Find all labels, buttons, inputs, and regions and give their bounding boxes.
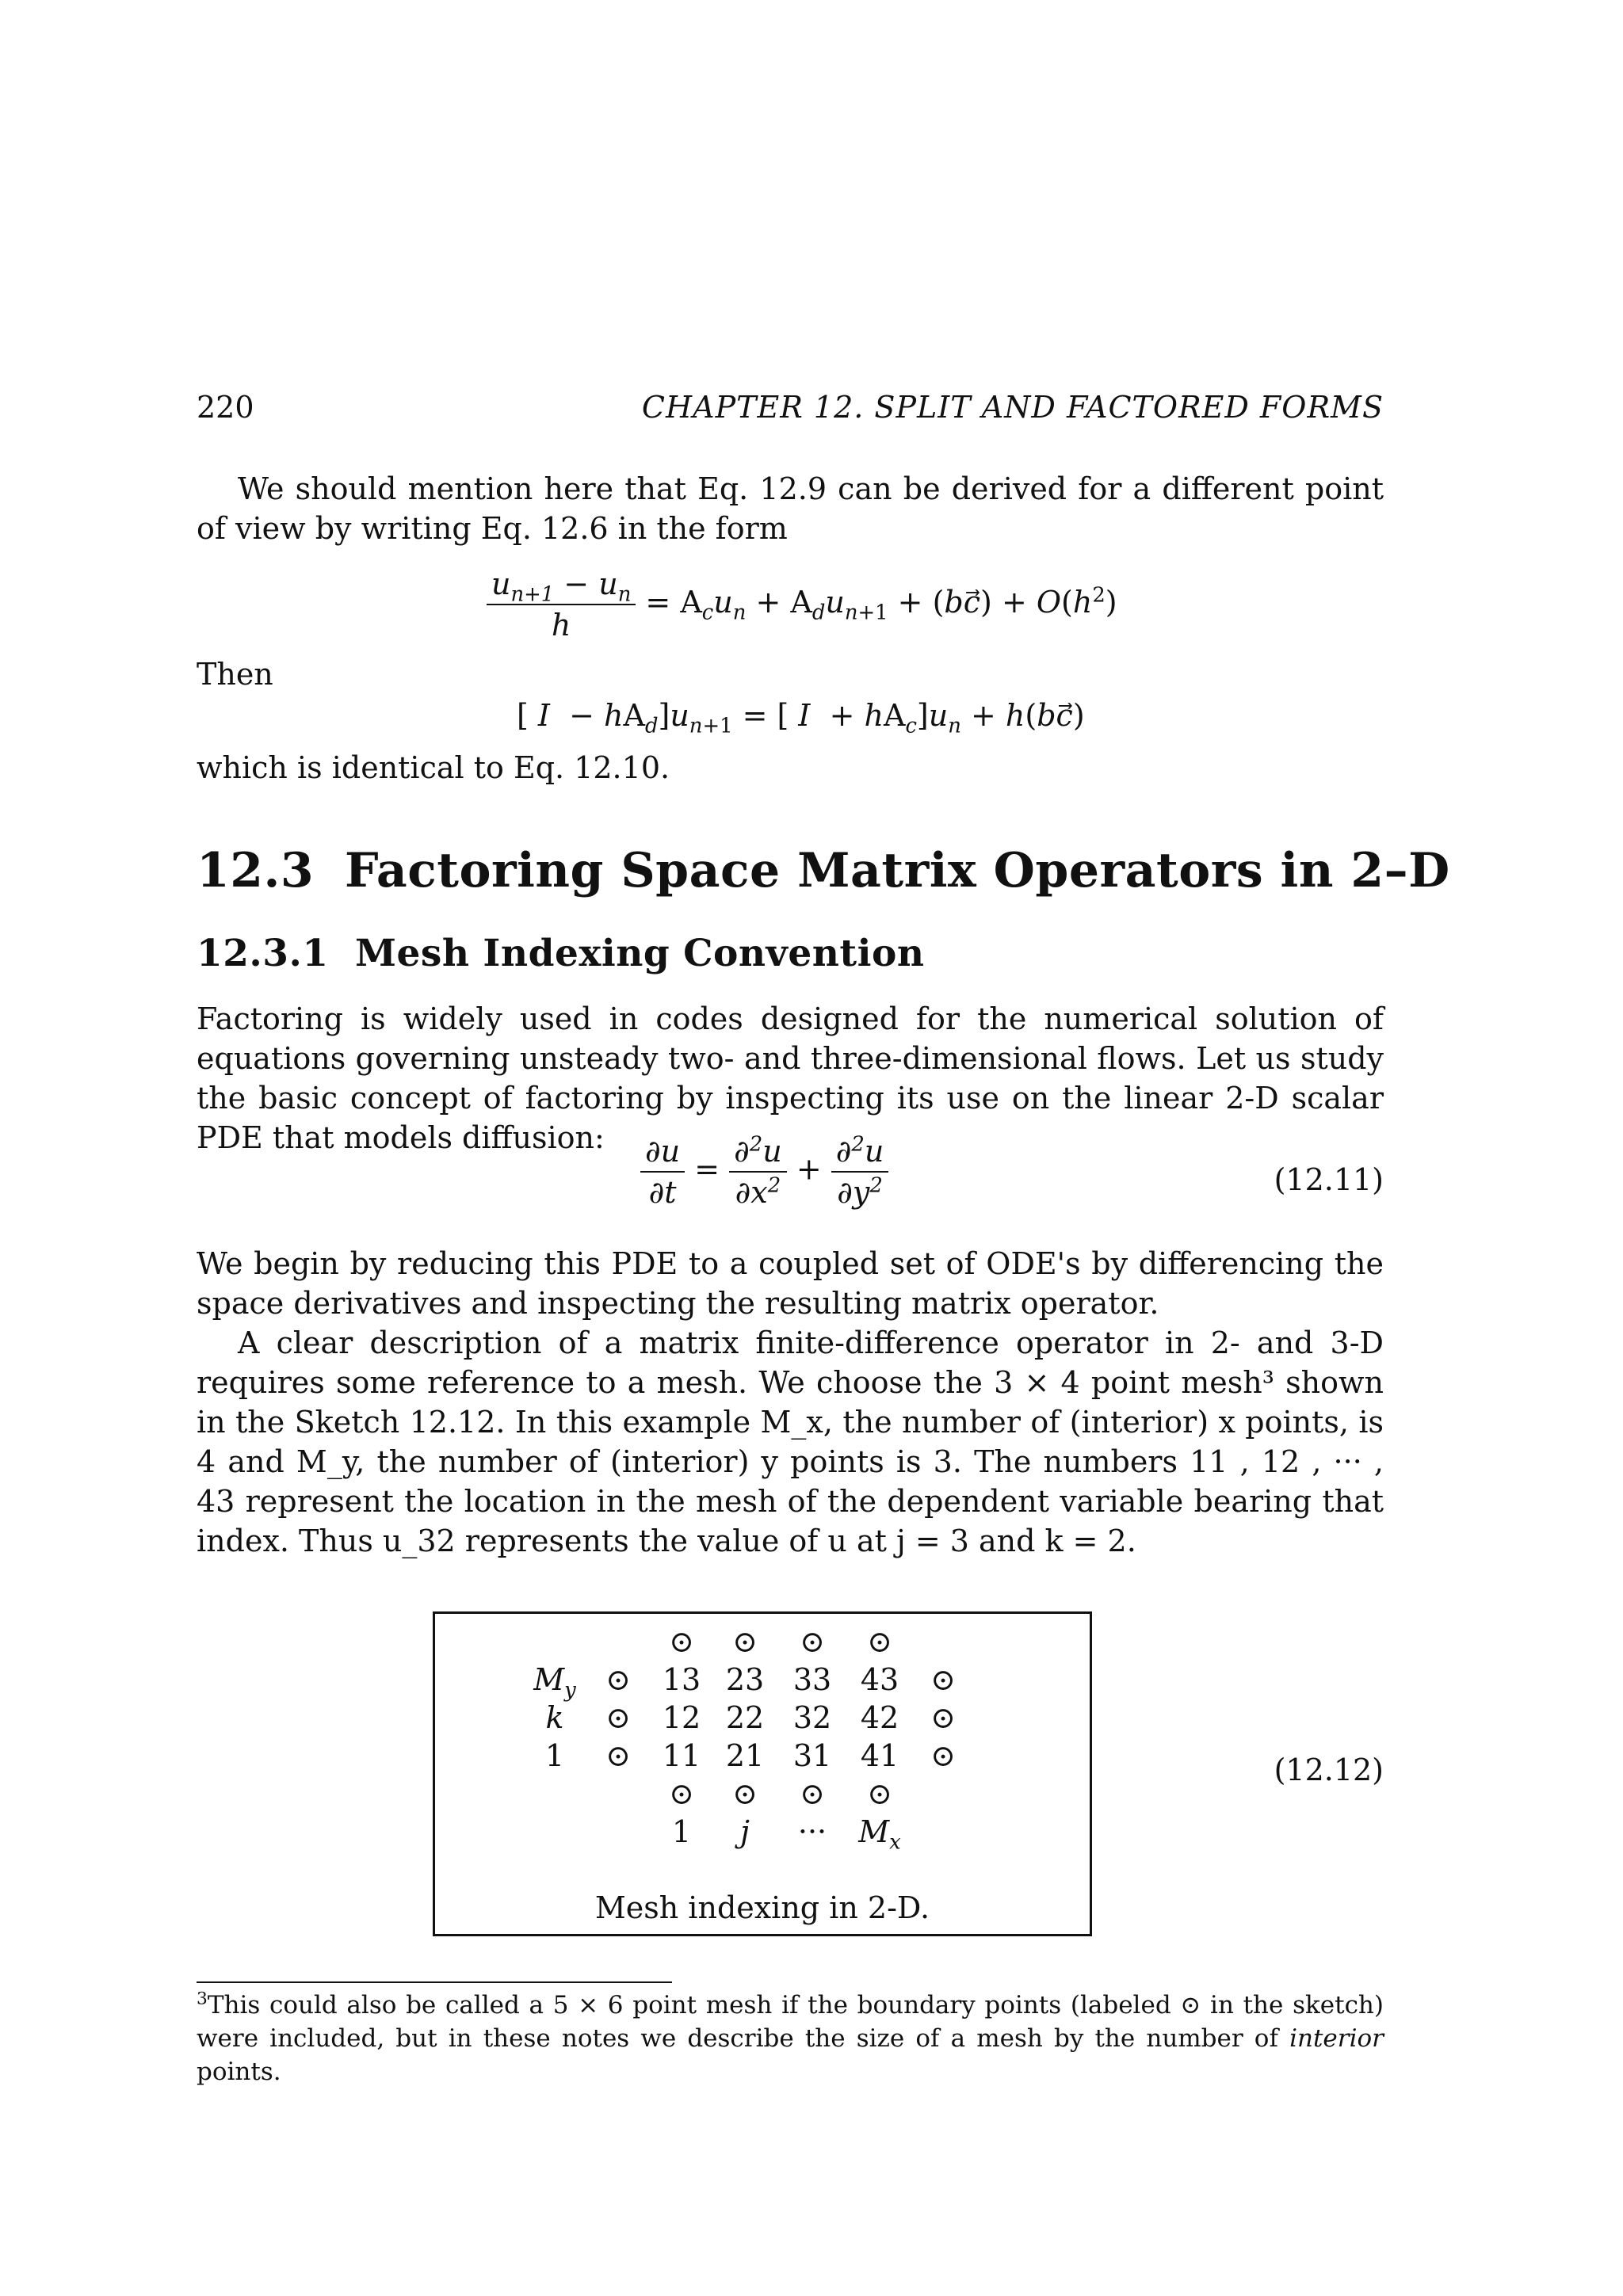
mesh-index: 11 — [662, 1738, 701, 1773]
mesh-index: 42 — [860, 1700, 899, 1735]
boundary-point: ⊙ — [669, 1624, 694, 1659]
mesh-row-label: $M_y$ — [533, 1662, 576, 1703]
mesh-index: 12 — [662, 1700, 701, 1735]
mesh-index: 32 — [792, 1700, 832, 1735]
boundary-point: ⊙ — [930, 1662, 956, 1697]
boundary-point: ⊙ — [867, 1624, 892, 1659]
page-number: 220 — [197, 390, 254, 425]
mesh-row-label: k — [545, 1700, 564, 1735]
mesh-column-label: 1 — [671, 1814, 692, 1849]
equation-a-fraction: $\frac{u_{n+1} - u_n}{h}$ — [487, 564, 636, 645]
chapter-title: CHAPTER 12. SPLIT AND FACTORED FORMS — [641, 390, 1384, 425]
mesh-index: 23 — [725, 1662, 765, 1697]
reduce-paragraph: We begin by reducing this PDE to a coupled set of ODE's by differencing the space derivatives and inspecting the resulting matrix operator. — [197, 1246, 1384, 1321]
equation-number-12-11: (12.11) — [1274, 1162, 1384, 1197]
footnote-rule — [197, 1981, 672, 1983]
mesh-column-label: $M_x$ — [858, 1814, 901, 1855]
intro-closing: which is identical to Eq. 12.10. — [197, 750, 670, 785]
footnote-text: This could also be called a 5 × 6 point mesh if the boundary points (labeled ⊙ in the sketch) were included, but in these notes we describe the size of a mesh by the number of — [197, 1991, 1384, 2053]
subsection-number: 12.3.1 — [197, 932, 329, 975]
mesh-paragraph: A clear description of a matrix finite-difference operator in 2- and 3-D requires some reference to a mesh. We choose the 3 × 4 point mesh³ shown in the Sketch 12.12. In this example M_x, the number of (interior) x points, is 4 and M_y, the number of (interior) y points is 3. The numbers 11 , 12 , ··· , 43 represent the location in the mesh of the dependent variable bearing that index. Thus u_32 represents the value of u at j = 3 and k = 2. — [197, 1325, 1384, 1558]
boundary-point: ⊙ — [605, 1662, 631, 1697]
mesh-index: 21 — [725, 1738, 765, 1773]
footnote-mark: 3 — [197, 1989, 208, 2009]
footnote-emphasis: interior — [1289, 2024, 1384, 2053]
mesh-sketch-caption: Mesh indexing in 2-D. — [594, 1890, 930, 1925]
mesh-index: 33 — [792, 1662, 832, 1697]
boundary-point: ⊙ — [669, 1776, 694, 1811]
subsection-heading — [197, 932, 925, 975]
mesh-index: 13 — [662, 1662, 701, 1697]
mesh-index: 41 — [860, 1738, 899, 1773]
mesh-index: 31 — [792, 1738, 832, 1773]
mesh-column-label: ··· — [797, 1814, 827, 1849]
boundary-point: ⊙ — [732, 1776, 758, 1811]
mesh-index: 22 — [725, 1700, 765, 1735]
boundary-point: ⊙ — [605, 1700, 631, 1735]
boundary-point: ⊙ — [930, 1738, 956, 1773]
factoring-paragraph: Factoring is widely used in codes designed for the numerical solution of equations governing unsteady two- and three-dimensional flows. Let us study the basic concept of factoring by inspecting its use on the linear 2-D scalar PDE that models diffusion: — [197, 1001, 1384, 1155]
section-title: Factoring Space Matrix Operators in 2–D — [345, 843, 1450, 898]
boundary-point: ⊙ — [800, 1776, 825, 1811]
footnote-text-end: points. — [197, 2058, 281, 2086]
equation-12-11: $\frac{\partial u}{\partial t}$ = $\frac{\partial^2u}{\partial x^2}$ + $\frac{\partial^2u}{\partial y^2}$ — [640, 1131, 888, 1212]
mesh-row-label: 1 — [544, 1738, 565, 1773]
equation-b: [ $I - hA_d]u_{n+1}$ = [ $I + hA_c]u_n$ + h(bc⃗) — [517, 698, 1085, 738]
boundary-point: ⊙ — [867, 1776, 892, 1811]
section-heading — [197, 843, 1450, 898]
boundary-point: ⊙ — [800, 1624, 825, 1659]
mesh-column-label: j — [740, 1814, 750, 1849]
then-label: Then — [197, 657, 273, 692]
boundary-point: ⊙ — [605, 1738, 631, 1773]
mesh-sketch-box — [433, 1611, 1092, 1936]
equation-a: $\frac{u_{n+1} - u_n}{h}$ = $A_cu_n + A_du_{n+1}$ + (bc⃗) + $O(h^2)$ — [487, 564, 1117, 645]
intro-paragraph: We should mention here that Eq. 12.9 can be derived for a different point of view by writing Eq. 12.6 in the form — [197, 471, 1384, 546]
subsection-title: Mesh Indexing Convention — [355, 932, 925, 975]
mesh-index: 43 — [860, 1662, 899, 1697]
section-number: 12.3 — [197, 843, 315, 898]
boundary-point: ⊙ — [732, 1624, 758, 1659]
footnote — [197, 1989, 1384, 2088]
equation-number-12-12: (12.12) — [1274, 1753, 1384, 1787]
boundary-point: ⊙ — [930, 1700, 956, 1735]
